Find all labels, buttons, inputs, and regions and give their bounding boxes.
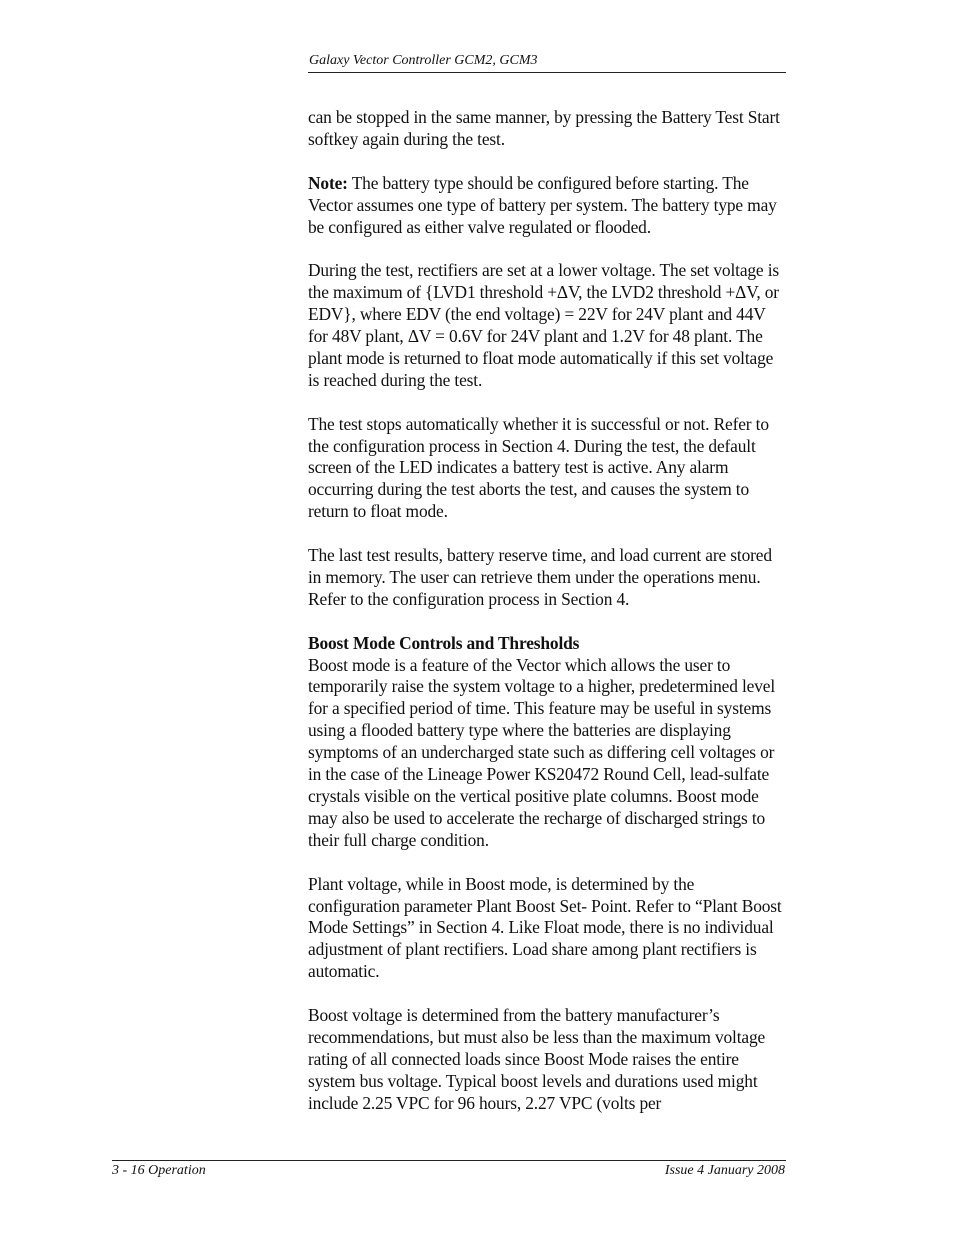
footer-rule xyxy=(112,1160,786,1161)
note-label: Note: xyxy=(308,172,348,193)
header-rule xyxy=(308,72,786,73)
note-paragraph xyxy=(308,173,784,239)
footer-page-label: 3 - 16 Operation xyxy=(112,1163,206,1178)
paragraph-test-results: The last test results, battery reserve time, and load current are stored in memory. The user can retrieve them under the operations menu. Refer to the configuration process in Section 4. xyxy=(308,545,772,609)
paragraph-plant-voltage: Plant voltage, while in Boost mode, is determined by the configuration parameter Plant Boost Set- Point. Refer to “Plant Boost Mode Settings” in Section 4. Like Float mode, there is no individual adjustment of plant rectifiers. Load share among plant rectifiers is automatic. xyxy=(308,873,782,982)
paragraph-test-stops: The test stops automatically whether it is successful or not. Refer to the configuration process in Section 4. During the test, the default screen of the LED indicates a battery test is active. Any alarm occurring during the test aborts the test, and causes the system to return to float mode. xyxy=(308,413,769,522)
paragraph-continuation: can be stopped in the same manner, by pressing the Battery Test Start softkey again during the test. xyxy=(308,107,780,149)
paragraph-test-voltage: During the test, rectifiers are set at a lower voltage. The set voltage is the maximum of {LVD1 threshold +ΔV, the LVD2 threshold +ΔV, or EDV}, where EDV (the end voltage) = 22V for 24V plant and 44V for 48V plant, ΔV = 0.6V for 24V plant and 1.2V for 48 plant. The plant mode is returned to float mode automatically if this set voltage is reached during the test. xyxy=(308,260,779,390)
paragraph-boost-voltage: Boost voltage is determined from the battery manufacturer’s recommendations, but must also be less than the maximum voltage rating of all connected loads since Boost Mode raises the entire system bus voltage. Typical boost levels and durations used might include 2.25 VPC for 96 hours, 2.27 VPC (volts per xyxy=(308,1005,766,1113)
footer-issue-date: Issue 4 January 2008 xyxy=(664,1163,785,1178)
note-text: The battery type should be configured before starting. The Vector assumes one type of battery per system. The battery type may be configured as either valve regulated or flooded. xyxy=(308,172,777,237)
body-column xyxy=(308,107,784,1115)
running-header: Galaxy Vector Controller GCM2, GCM3 xyxy=(309,53,538,68)
section-heading-boost-mode: Boost Mode Controls and Thresholds xyxy=(308,632,580,653)
paragraph-boost-intro: Boost mode is a feature of the Vector which allows the user to temporarily raise the system voltage to a higher, predetermined level for a specified period of time. This feature may be useful in systems using a flooded battery type where the batteries are displaying symptoms of an undercharged state such as differing cell voltages or in the case of the Lineage Power KS20472 Round Cell, lead-sulfate crystals visible on the vertical positive plate columns. Boost mode may also be used to accelerate the recharge of discharged strings to their full charge condition. xyxy=(308,654,776,850)
